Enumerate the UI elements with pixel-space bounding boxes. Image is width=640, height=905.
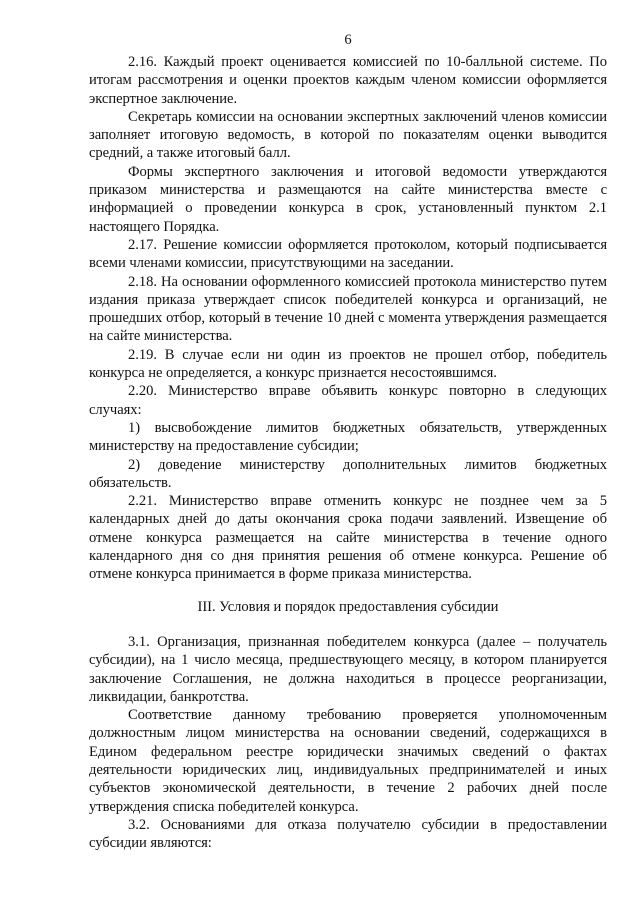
paragraph-3-1: 3.1. Организация, признанная победителем конкурса (далее – получатель субсидии), на 1 число месяца, предшествующего месяцу, в котором планируется заключение Соглашения, не должна находиться в процессе реорганизации, ликвидации, банкротства. (89, 633, 607, 705)
paragraph-3-2: 3.2. Основаниями для отказа получателю субсидии в предоставлении субсидии являются: (89, 816, 607, 852)
paragraph-forms: Формы экспертного заключения и итоговой ведомости утверждаются приказом министерства и размещаются на сайте министерства вместе с информацией о проведении конкурса в срок, установленный пунктом 2.1 настоящего Порядка. (89, 163, 607, 235)
paragraph-2-21: 2.21. Министерство вправе отменить конкурс не позднее чем за 5 календарных дней до даты окончания срока подачи заявлений. Извещение об отмене конкурса размещается на сайте министерства в течение одного календарного дня со дня принятия решения об отмене конкурса. Решение об отмене конкурса принимается в форме приказа министерства. (89, 493, 607, 583)
list-item-2-20-2: 2) доведение министерству дополнительных лимитов бюджетных обязательств. (89, 456, 607, 491)
paragraph-2-18: 2.18. На основании оформленного комиссией протокола министерство путем издания приказа утверждает список победителей конкурса и организаций, не прошедших отбор, который в течение 10 дней с момента утверждения размещается на сайте министерства. (89, 273, 607, 345)
paragraph-2-17: 2.17. Решение комиссии оформляется протоколом, который подписывается всеми членами комиссии, присутствующими на заседании. (89, 236, 607, 272)
section-3-heading: III. Условия и порядок предоставления субсидии (197, 598, 499, 615)
paragraph-secretary: Секретарь комиссии на основании экспертных заключений членов комиссии заполняет итоговую ведомость, в которой по показателям оценки выводится средний, а также итоговый балл. (89, 108, 607, 162)
paragraph-compliance-check: Соответствие данному требованию проверяется уполномоченным должностным лицом министерства на основании сведений, содержащихся в Едином федеральном реестре юридически значимых сведений о фактах деятельности юридических лиц, индивидуальных предпринимателей и иных субъектов экономической деятельности, в течение 2 рабочих дней после утверждения списка победителей конкурса. (89, 707, 607, 815)
page-number: 6 (344, 32, 352, 48)
paragraph-2-20: 2.20. Министерство вправе объявить конкурс повторно в следующих случаях: (89, 383, 607, 418)
document-page (89, 32, 607, 852)
paragraph-2-19: 2.19. В случае если ни один из проектов не прошел отбор, победитель конкурса не определяется, а конкурс признается несостоявшимся. (89, 346, 607, 382)
list-item-2-20-1: 1) высвобождение лимитов бюджетных обязательств, утвержденных министерству на предоставление субсидии; (89, 419, 607, 455)
paragraph-2-16: 2.16. Каждый проект оценивается комиссией по 10-балльной системе. По итогам рассмотрения и оценки проектов каждым членом комиссии оформляется экспертное заключение. (89, 54, 607, 107)
